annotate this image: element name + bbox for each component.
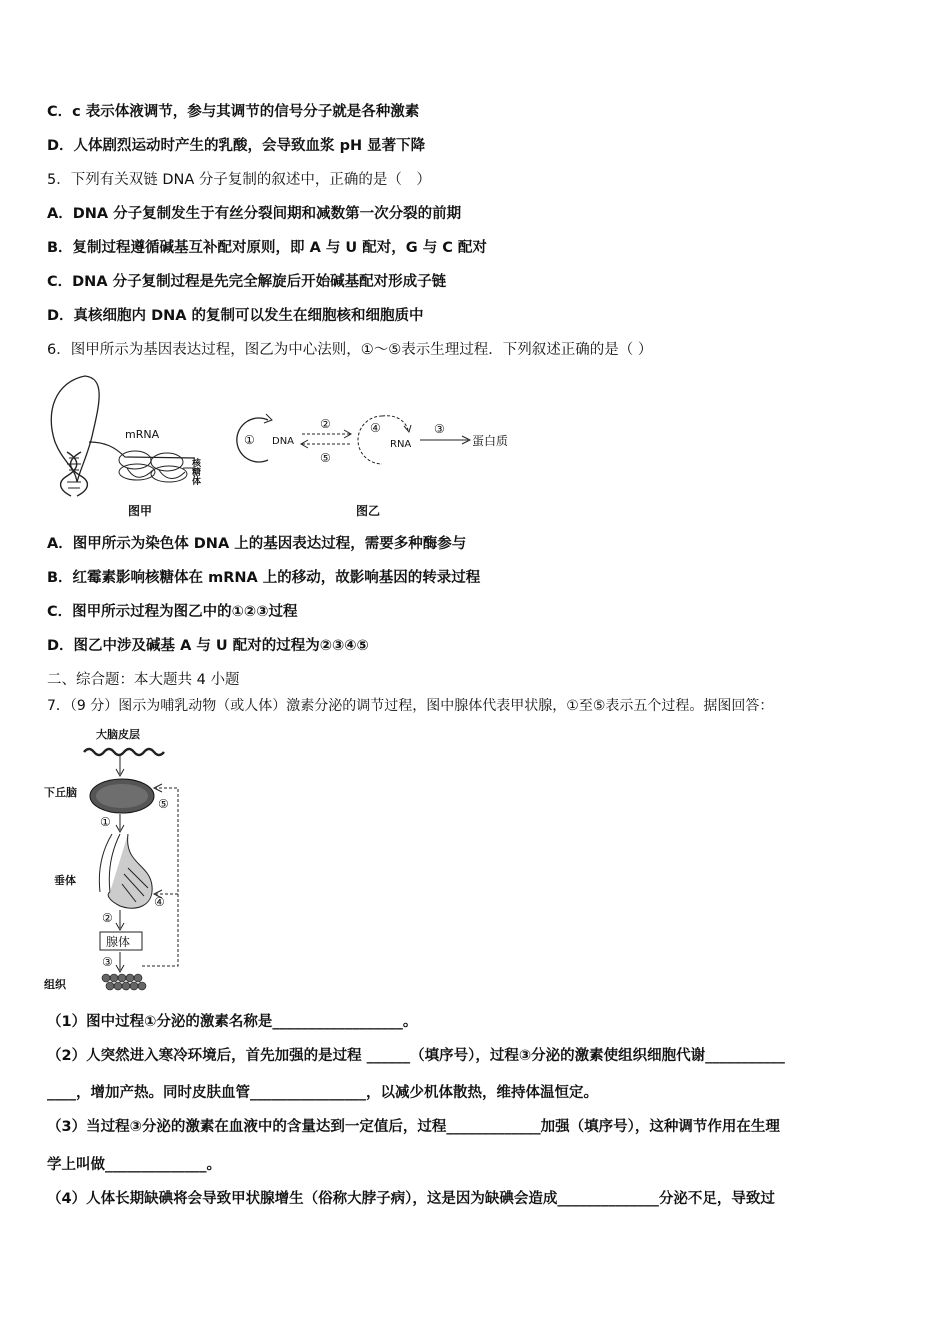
protein-label: 蛋白质: [472, 434, 509, 448]
figure-yi-caption: 图乙: [356, 504, 381, 518]
q7-stem: 7．（9 分）图示为哺乳动物（或人体）激素分泌的调节过程，图中腺体代表甲状腺，①至⑤表示五个过程。据图回答：: [47, 698, 774, 714]
process-1-label: ①: [100, 815, 111, 829]
process-2-label: ②: [102, 911, 113, 925]
dna-label: DNA: [272, 436, 295, 447]
mrna-label: mRNA: [125, 428, 160, 441]
q4-option-d: D．人体剧烈运动时产生的乳酸，会导致血浆 pH 显著下降: [47, 138, 426, 154]
ribosome-label: 核糖体: [190, 458, 200, 485]
q5-option-d: D．真核细胞内 DNA 的复制可以发生在细胞核和细胞质中: [47, 308, 424, 324]
process-3-label: ③: [102, 955, 113, 969]
process-5-label: ⑤: [158, 797, 169, 811]
figure-jia-caption: 图甲: [128, 504, 153, 518]
q7-sub-1: （1）图中过程①分泌的激素名称是__________________。: [47, 1014, 418, 1030]
q5-stem: 5．下列有关双链 DNA 分子复制的叙述中，正确的是（ ）: [47, 172, 431, 188]
pituitary-label: 垂体: [54, 874, 76, 887]
process-2: ②: [320, 417, 331, 431]
process-3: ③: [434, 422, 445, 436]
process-1: ①: [244, 433, 255, 447]
process-5: ⑤: [320, 451, 331, 465]
q6-option-b: B．红霉素影响核糖体在 mRNA 上的移动，故影响基因的转录过程: [47, 570, 481, 586]
process-4-label: ④: [154, 895, 165, 909]
q4-option-c: C．c 表示体液调节，参与其调节的信号分子就是各种激素: [47, 104, 420, 120]
q7-sub-3-line-1: （3）当过程③分泌的激素在血液中的含量达到一定值后，过程_____________加强（填序号），这种调节作用在生理: [47, 1119, 780, 1135]
q5-option-b: B．复制过程遵循碱基互补配对原则，即 A 与 U 配对，G 与 C 配对: [47, 240, 487, 256]
cortex-label: 大脑皮层: [96, 728, 140, 741]
q5-option-a: A．DNA 分子复制发生于有丝分裂间期和减数第一次分裂的前期: [47, 206, 462, 222]
q6-option-a: A．图甲所示为染色体 DNA 上的基因表达过程，需要多种酶参与: [47, 536, 467, 552]
section-2-heading: 二、综合题：本大题共 4 小题: [47, 672, 240, 688]
q6-stem: 6．图甲所示为基因表达过程，图乙为中心法则，①～⑤表示生理过程．下列叙述正确的是（ ）: [47, 342, 653, 358]
q6-option-c: C．图甲所示过程为图乙中的①②③过程: [47, 604, 298, 620]
rna-label: RNA: [390, 439, 412, 450]
q7-sub-4: （4）人体长期缺碘将会导致甲状腺增生（俗称大脖子病），这是因为缺碘会造成______________分泌不足，导致过: [47, 1191, 775, 1207]
q7-sub-2-line-1: （2）人突然进入寒冷环境后，首先加强的是过程 ______（填序号），过程③分泌的激素使组织细胞代谢___________: [47, 1048, 785, 1064]
q7-sub-2-line-2: ____，增加产热。同时皮肤血管________________，以减少机体散热，维持体温恒定。: [47, 1085, 598, 1101]
q7-sub-3-line-2: 学上叫做______________。: [47, 1157, 221, 1173]
process-4: ④: [370, 421, 381, 435]
gland-label: 腺体: [106, 935, 131, 949]
figure-yi-central-dogma: [232, 400, 532, 470]
figure-q7-hormone-regulation: [40, 724, 200, 996]
hypothalamus-label: 下丘脑: [44, 786, 77, 799]
q5-option-c: C．DNA 分子复制过程是先完全解旋后开始碱基配对形成子链: [47, 274, 447, 290]
tissue-label: 组织: [44, 978, 66, 991]
figure-jia-gene-expression: [45, 372, 215, 500]
q6-option-d: D．图乙中涉及碱基 A 与 U 配对的过程为②③④⑤: [47, 638, 369, 654]
